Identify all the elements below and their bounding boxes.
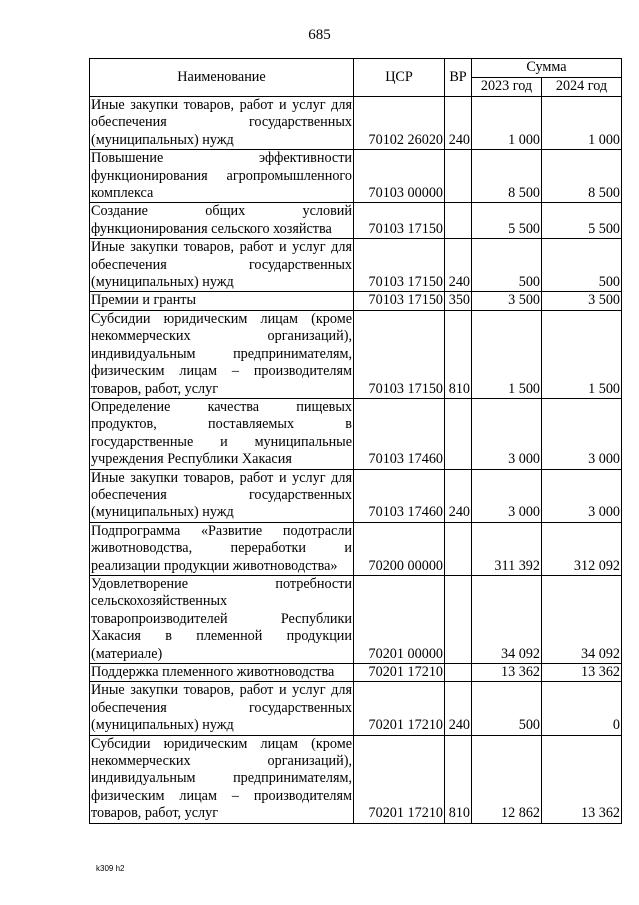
row-csr: 70102 26020 [354,97,445,150]
row-name: Повышение эффективности функционирования агропромышленного комплекса [91,150,352,202]
row-sum-2024: 500 [542,239,622,292]
row-vr: 240 [445,97,472,150]
row-name: Подпрограмма «Развитие подотрасли животноводства, переработки и реализации продукции животноводства» [91,522,352,574]
row-sum-2023: 1 500 [472,310,542,398]
row-vr: 240 [445,239,472,292]
row-name: Субсидии юридическим лицам (кроме некоммерческих организаций), индивидуальным предпринимателям, физическим лицам – производителям товаров, работ, услуг [91,735,352,822]
row-csr: 70103 00000 [354,150,445,203]
row-csr: 70103 17150 [354,292,445,310]
table-row [90,150,622,203]
table-row [90,203,622,239]
row-vr: 810 [445,310,472,398]
table-row [90,310,622,398]
row-name: Иные закупки товаров, работ и услуг для обеспечения государственных (муниципальных) нужд [91,682,352,734]
row-vr [445,664,472,682]
row-sum-2023: 12 862 [472,735,542,823]
table-row [90,469,622,522]
row-sum-2024: 5 500 [542,203,622,239]
header-year-2023: 2023 год [472,78,542,97]
row-sum-2024: 8 500 [542,150,622,203]
row-csr: 70103 17460 [354,469,445,522]
row-sum-2023: 8 500 [472,150,542,203]
table-row [90,292,622,310]
row-sum-2024: 1 000 [542,97,622,150]
row-csr: 70201 17210 [354,664,445,682]
row-vr: 810 [445,735,472,823]
row-csr: 70201 00000 [354,575,445,663]
row-vr: 240 [445,469,472,522]
row-sum-2024: 0 [542,682,622,735]
table-row [90,522,622,575]
header-vr: ВР [445,59,472,97]
row-name: Иные закупки товаров, работ и услуг для обеспечения государственных (муниципальных) нужд [91,97,352,148]
row-sum-2023: 34 092 [472,575,542,663]
header-sum: Сумма [472,59,622,78]
row-csr: 70103 17150 [354,239,445,292]
row-vr [445,150,472,203]
table-row [90,239,622,292]
row-csr: 70103 17150 [354,203,445,239]
row-sum-2023: 500 [472,682,542,735]
header-year-2024: 2024 год [542,78,622,97]
row-csr: 70201 17210 [354,735,445,823]
row-sum-2023: 3 000 [472,398,542,469]
row-vr: 240 [445,682,472,735]
row-sum-2023: 3 500 [472,292,542,310]
row-name: Удовлетворение потребности сельскохозяйственных товаропроизводителей Республики Хакасия в племенной продукции (материале) [91,575,352,662]
row-vr [445,398,472,469]
row-sum-2024: 3 000 [542,469,622,522]
row-csr: 70201 17210 [354,682,445,735]
row-vr [445,203,472,239]
row-csr: 70103 17150 [354,310,445,398]
header-name: Наименование [90,59,354,97]
row-csr: 70103 17460 [354,398,445,469]
table-row [90,735,622,823]
row-name: Определение качества пищевых продуктов, поставляемых в государственные и муниципальные учреждения Республики Хакасия [91,398,352,468]
table-row [90,682,622,735]
header-csr: ЦСР [354,59,445,97]
table-row [90,398,622,469]
row-name: Иные закупки товаров, работ и услуг для обеспечения государственных (муниципальных) нужд [91,469,352,521]
row-sum-2024: 312 092 [542,522,622,575]
row-vr [445,575,472,663]
row-sum-2023: 5 500 [472,203,542,239]
row-sum-2023: 1 000 [472,97,542,150]
row-name: Поддержка племенного животноводства [90,664,354,682]
row-vr [445,522,472,575]
row-vr: 350 [445,292,472,310]
table-row [90,575,622,663]
row-sum-2024: 13 362 [542,664,622,682]
row-sum-2023: 13 362 [472,664,542,682]
row-csr: 70200 00000 [354,522,445,575]
footer-code: k309 h2 [96,864,125,873]
row-sum-2024: 34 092 [542,575,622,663]
row-name: Премии и гранты [90,292,354,310]
row-name: Создание общих условий функционирования сельского хозяйства [91,203,352,237]
row-sum-2023: 3 000 [472,469,542,522]
row-sum-2023: 311 392 [472,522,542,575]
row-name: Иные закупки товаров, работ и услуг для обеспечения государственных (муниципальных) нужд [91,239,352,291]
budget-table [89,58,622,824]
table-header [90,59,622,97]
table-body [90,97,622,824]
row-sum-2024: 1 500 [542,310,622,398]
row-sum-2024: 13 362 [542,735,622,823]
table-row [90,97,622,150]
row-sum-2023: 500 [472,239,542,292]
table-row [90,664,622,682]
row-sum-2024: 3 500 [542,292,622,310]
row-sum-2024: 3 000 [542,398,622,469]
page-number: 685 [308,27,331,43]
row-name: Субсидии юридическим лицам (кроме некоммерческих организаций), индивидуальным предпринимателям, физическим лицам – производителям товаров, работ, услуг [91,310,352,397]
